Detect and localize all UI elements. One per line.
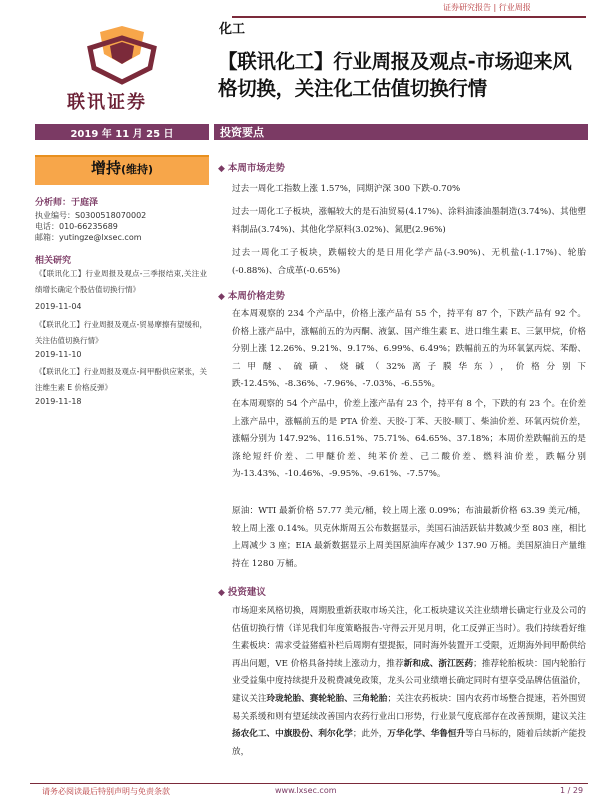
related-item[interactable]: 《【联讯化工】行业周报及观点-间甲酚供应紧张，关注维生素 E 价格反弹》	[35, 367, 207, 392]
related-research-title: 相关研究	[35, 256, 72, 266]
related-item-date: 2019-11-10	[35, 350, 82, 359]
report-title: 【联讯化工】行业周报及观点-市场迎来风格切换，关注化工估值切换行情	[218, 50, 572, 100]
analyst-license: 执业编号：S0300518070002	[35, 211, 147, 220]
diamond-bullet-icon: ◆	[218, 292, 225, 302]
text-run: ；关注农药板块：国内农药市场整合提速，若外围贸易关系缓和则有望延续改善国内农药行业出口形势，行业景气度底部存在改善预期，建议关注	[232, 693, 586, 722]
page-number: 1 / 29	[560, 786, 584, 795]
key-points-title: 投资要点	[220, 126, 264, 139]
related-item[interactable]: 《【联讯化工】行业周报及观点-贸易摩擦有望缓和，关注估值切换行情》	[35, 320, 207, 345]
related-item-date: 2019-11-18	[35, 397, 82, 406]
paragraph: 过去一周化工子板块，跌幅较大的是日用化学产品(-3.90%)、无机盐(-1.17%)、轮胎(-0.88%)、合成革(-0.65%)	[232, 248, 586, 276]
section-title: 投资建议	[227, 587, 266, 598]
footer-divider	[30, 783, 588, 784]
paragraph: 过去一周化工子板块，涨幅较大的是石油贸易(4.17%)、涂料油漆油墨制造(3.74%)、其他塑料制品(3.74%)、其他化学原料(3.02%)、氮肥(2.96%)	[232, 207, 586, 235]
diamond-bullet-icon: ◆	[218, 588, 225, 598]
logo-text: 联讯证券	[67, 92, 147, 113]
diamond-bullet-icon: ◆	[218, 164, 225, 174]
logo-mark-icon	[80, 24, 164, 86]
rating-note: (维持)	[120, 163, 154, 176]
related-item[interactable]: 《【联讯化工】行业周报及观点-三季报结束,关注业绩增长确定个股估值切换行情》	[35, 269, 207, 294]
stock-pick: 玲珑轮胎、赛轮轮胎、三角轮胎	[266, 693, 388, 704]
section-price-trend-heading	[218, 288, 285, 302]
report-type-label: 证券研究报告 | 行业周报	[443, 3, 531, 12]
header-divider	[232, 16, 586, 18]
footer-disclaimer: 请务必阅读最后特别声明与免责条款	[42, 787, 170, 796]
investment-advice-paragraph	[232, 603, 586, 761]
rating	[35, 157, 209, 178]
company-logo	[45, 24, 195, 113]
text-run: ；推荐轮胎板块：国内轮胎行业受益集中度持续提升及税费减免政策，龙头公司业绩增长确定同时有望享受品牌估值溢价，建议关注	[232, 658, 586, 704]
analyst-name: 分析师：于庭泽	[35, 198, 99, 208]
rating-value: 增持	[90, 159, 121, 177]
sector-label: 化工	[219, 22, 246, 37]
stock-pick: 扬农化工、中旗股份、利尔化学	[232, 729, 353, 740]
section-investment-advice-heading	[218, 584, 266, 598]
footer-website[interactable]: www.lxsec.com	[275, 786, 337, 795]
analyst-phone: 电话：010-66235689	[35, 222, 118, 231]
section-title: 本周价格走势	[227, 291, 285, 302]
paragraph: 在本周观察的 234 个产品中，价格上涨产品有 55 个，持平有 87 个，下跌产品有 92 个。价格上涨产品中，涨幅前五的为丙酮、液氯、国产维生素 E、进口维生素 E、三氯甲烷，价格分别上涨 12.26%、9.21%、9.17%、6.99%、6.49%；跌幅前五的为环氧氯丙烷、苯酚、二甲醚、硫磺、烧碱（32%离子膜华东），价格分别下跌-12.45%、-8.36%、-7.96%、-7.03%、-6.55%。	[232, 309, 586, 390]
paragraph: 过去一周化工指数上涨 1.57%，同期沪深 300 下跌-0.70%	[232, 184, 461, 194]
key-points-band	[214, 124, 588, 140]
stock-pick: 万华化学、华鲁恒升	[387, 729, 466, 740]
related-item-date: 2019-11-04	[35, 302, 82, 311]
report-date: 2019 年 11 月 25 日	[70, 129, 174, 140]
paragraph: 原油：WTI 最新价格 57.77 美元/桶，较上周上涨 0.09%；布油最新价格 63.39 美元/桶，较上周上涨 0.14%。贝克休斯周五公布数据显示，美国石油活跃钻井数减少至 803 座，相比上周减少 3 座；EIA 最新数据显示上周美国原油库存减少 137.90 万桶。美国原油日产量维持在 1280 万桶。	[232, 506, 586, 569]
text-run: 等白马标的，随着后续新产能投放，	[232, 729, 586, 757]
paragraph: 在本周观察的 54 个产品中，价差上涨产品有 23 个，持平有 8 个，下跌的有 23 个。在价差上涨产品中，涨幅前五的是 PTA 价差、天胶-丁苯、天胶-顺丁、柴油价差、环氧丙烷价差，涨幅分别为 147.92%、116.51%、75.71%、64.65%、37.18%；本周价差跌幅前五的是涤纶短纤价差、二甲醚价差、纯苯价差、己二酸价差、燃料油价差，跌幅分别为-13.43%、-10.46%、-9.95%、-9.61%、-7.57%。	[232, 399, 586, 480]
section-title: 本周市场走势	[227, 163, 285, 174]
text-run: ；此外，	[352, 729, 388, 740]
section-market-trend-heading	[218, 160, 285, 174]
text-run: 市场迎来风格切换，周期股重新获取市场关注，化工板块建议关注业绩增长确定行业及公司的估值切换行情（详见我们年度策略报告-守得云开见月明，化工反弹正当时）。我们持续看好维生素板块：需求受益猪瘟补栏后周期有望提振，同时海外装置开工受限，近期海外间甲酚供给再出问题，VE 价格具备持续上涨动力，推荐	[232, 606, 586, 669]
analyst-email[interactable]: 邮箱：yutingze@lxsec.com	[35, 233, 142, 242]
stock-pick: 新和成、浙江医药	[403, 658, 474, 669]
